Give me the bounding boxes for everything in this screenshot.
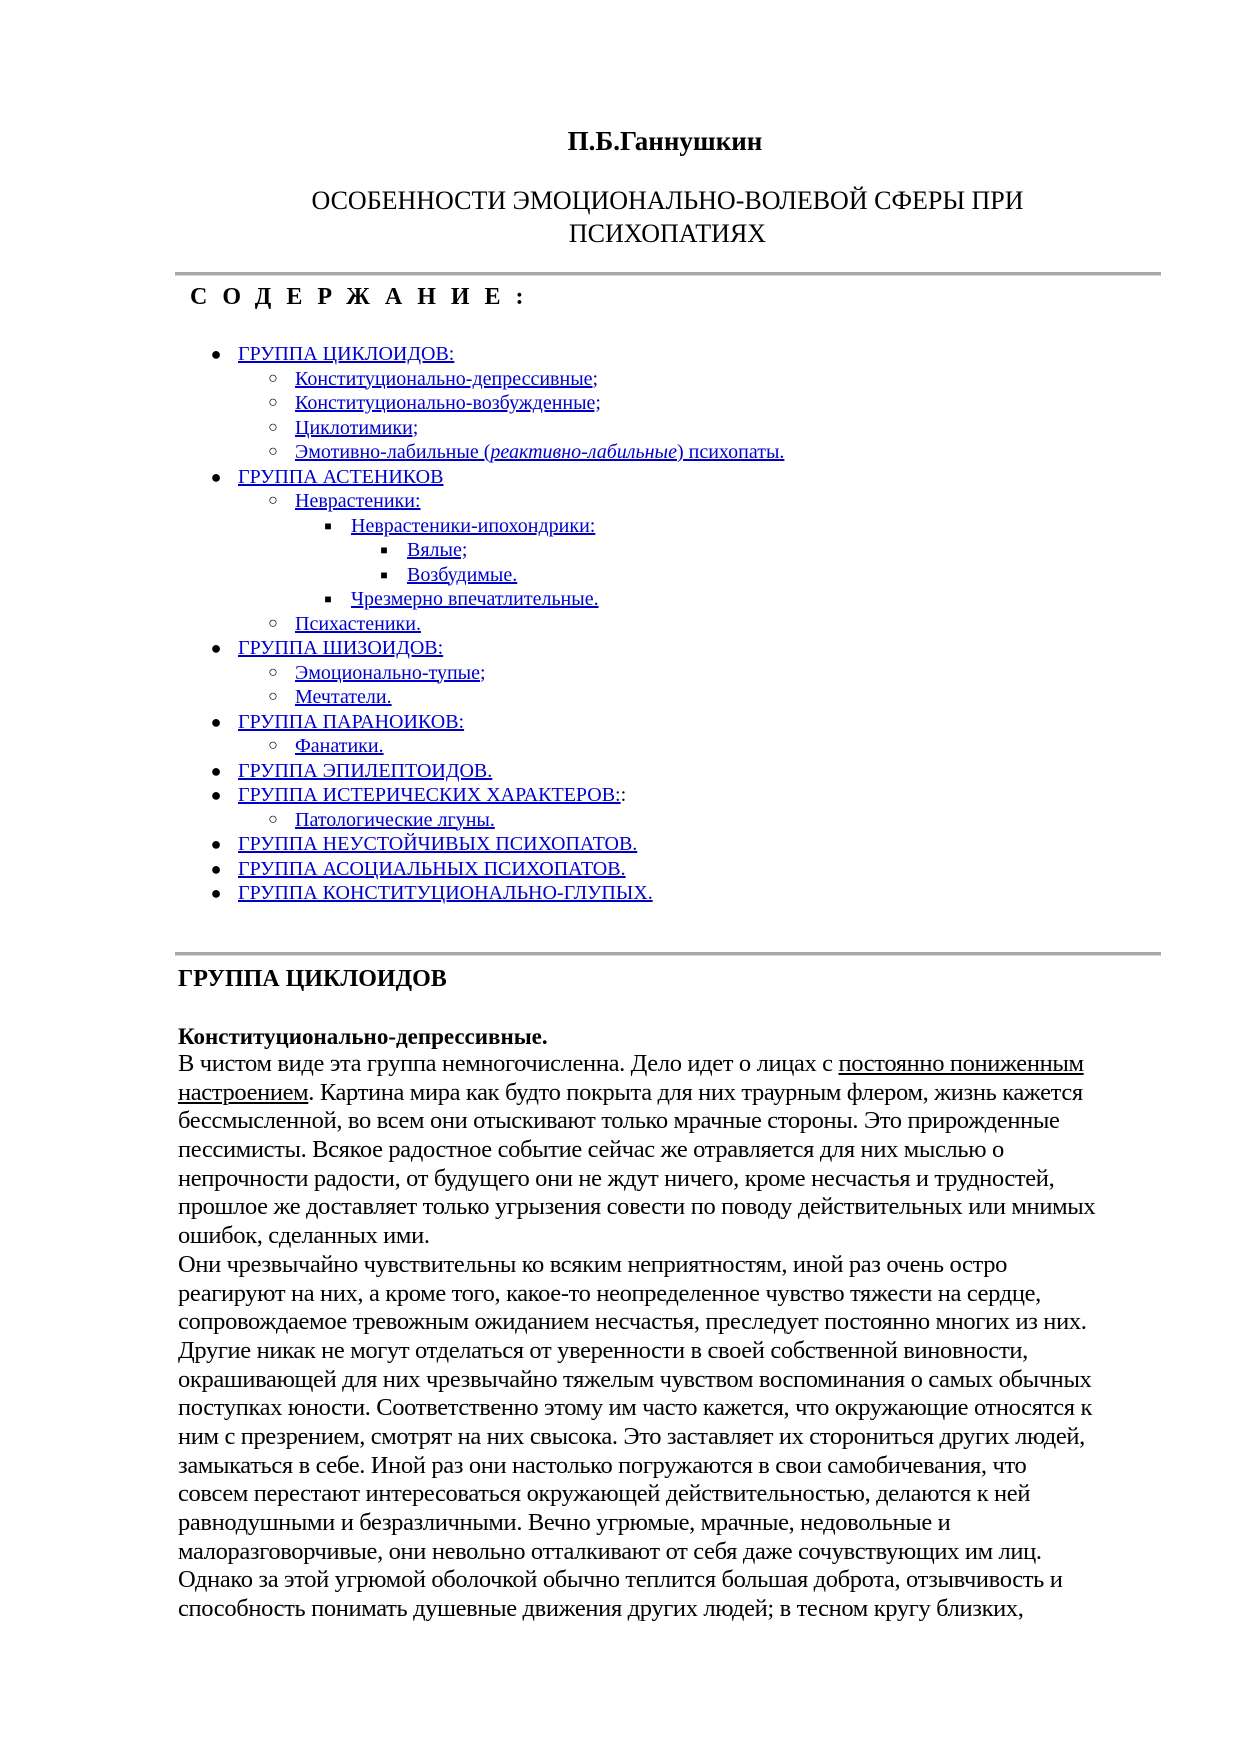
- circle-bullet-icon: ○: [268, 614, 278, 632]
- toc-item: [0, 367, 1240, 392]
- toc-item: [0, 440, 1240, 465]
- circle-bullet-icon: ○: [268, 810, 278, 828]
- toc-item: [0, 661, 1240, 686]
- toc-item-text: [295, 685, 392, 709]
- text-span: бессмысленной, во всем они отыскивают только мрачные стороны. Это прирожденные: [178, 1107, 1060, 1135]
- title-line: ОСОБЕННОСТИ ЭМОЦИОНАЛЬНО-ВОЛЕВОЙ СФЕРЫ ПРИ: [311, 186, 1024, 215]
- text-line: [178, 1595, 1178, 1624]
- disc-bullet-icon: ●: [210, 785, 222, 805]
- text-line: [178, 1050, 1178, 1079]
- toc-item-text: [238, 710, 464, 734]
- text-span: способность понимать душевные движения других людей; в тесном кругу близких,: [178, 1595, 1024, 1623]
- disc-bullet-icon: ●: [210, 858, 222, 879]
- circle-bullet-icon: ○: [268, 688, 278, 705]
- toc-item-text: [295, 661, 486, 685]
- text-line: [178, 1538, 1178, 1567]
- toc-item: [0, 710, 1240, 735]
- toc-item: [0, 685, 1240, 710]
- toc-item: [0, 881, 1240, 906]
- toc-link[interactable]: реактивно-лабильные: [490, 441, 677, 463]
- text-span: Однако за этой угрюмой оболочкой обычно теплится большая доброта, отзывчивость и: [178, 1566, 1063, 1594]
- toc-item: [0, 342, 1240, 367]
- title-line: ПСИХОПАТИЯХ: [568, 219, 767, 248]
- toc-item-text: [295, 808, 495, 832]
- toc-item-text: [351, 514, 595, 538]
- text-line: [178, 1251, 1178, 1280]
- text-span: реагируют на них, а кроме того, какое-то неопределенное чувство тяжести на сердце,: [178, 1279, 1041, 1307]
- text-span: поступках юности. Соответственно этому им часто кажется, что окружающие относятся к: [178, 1394, 1093, 1422]
- toc-item-text: [238, 857, 626, 881]
- text-span: В чистом виде эта группа немногочисленна. Дело идет о лицах с: [178, 1050, 839, 1077]
- disc-bullet-icon: ●: [210, 760, 222, 781]
- circle-bullet-icon: ○: [268, 492, 278, 509]
- square-bullet-icon: ■: [324, 592, 332, 606]
- toc-link[interactable]: Неврастеники-ипохондрики:: [351, 514, 596, 537]
- toc-item: [0, 587, 1240, 612]
- horizontal-rule: [175, 952, 1161, 956]
- disc-bullet-icon: ●: [210, 638, 222, 658]
- text-line: [178, 1394, 1178, 1423]
- text-span: равнодушными и безразличными. Вечно угрюмые, мрачные, недовольные и: [178, 1509, 951, 1536]
- text-span: сопровождаемое тревожным ожиданием несчастья, преследует постоянно многих из них.: [178, 1308, 1087, 1336]
- disc-bullet-icon: ●: [210, 466, 222, 487]
- toc-link[interactable]: Чрезмерно впечатлительные.: [351, 588, 599, 610]
- toc-item-text: [295, 612, 421, 636]
- toc-item-text: [238, 832, 637, 856]
- toc-link[interactable]: Возбудимые.: [407, 563, 518, 586]
- toc-link[interactable]: Патологические лгуны.: [295, 808, 495, 831]
- circle-bullet-icon: ○: [268, 369, 278, 387]
- toc-item-text: [407, 563, 517, 587]
- toc-item-text: [351, 587, 599, 611]
- toc-item: [0, 391, 1240, 416]
- body-text: [178, 1050, 1178, 1624]
- toc-link[interactable]: Эмоционально-тупые;: [295, 661, 486, 684]
- toc-item: [0, 514, 1240, 539]
- text-span: ошибок, сделанных ими.: [178, 1222, 430, 1250]
- toc-item: [0, 783, 1240, 808]
- text-span: малоразговорчивые, они невольно отталкивают от себя даже сочувствующих им лиц.: [178, 1537, 1042, 1565]
- subsection-heading: Конституционально-депрессивные.: [178, 1024, 548, 1049]
- square-bullet-icon: ■: [380, 567, 388, 582]
- toc-item-text: [238, 783, 626, 807]
- text-line: [178, 1136, 1178, 1165]
- table-of-contents: [0, 342, 1240, 906]
- toc-item: [0, 808, 1240, 833]
- toc-link[interactable]: Конституционально-депрессивные;: [295, 367, 599, 390]
- toc-item: [0, 857, 1240, 882]
- toc-link[interactable]: Мечтатели.: [295, 686, 392, 708]
- toc-item-text: [238, 342, 454, 366]
- text-line: [178, 1280, 1178, 1309]
- toc-link[interactable]: ГРУППА АСТЕНИКОВ: [238, 465, 444, 488]
- underlined-text: постоянно пониженным: [838, 1050, 1084, 1077]
- toc-link[interactable]: Конституционально-возбужденные;: [295, 392, 601, 414]
- text-line: [178, 1366, 1178, 1395]
- toc-item: [0, 563, 1240, 588]
- toc-text: :: [620, 784, 627, 806]
- toc-item: [0, 416, 1240, 441]
- toc-item-text: [238, 881, 653, 905]
- toc-link[interactable]: ГРУППА ШИЗОИДОВ:: [238, 637, 444, 659]
- text-line: [178, 1107, 1178, 1136]
- toc-item-text: [295, 440, 784, 464]
- toc-item-text: [407, 538, 467, 562]
- toc-link[interactable]: ГРУППА КОНСТИТУЦИОНАЛЬНО-ГЛУПЫХ.: [238, 882, 653, 904]
- square-bullet-icon: ■: [324, 518, 332, 533]
- toc-link[interactable]: ГРУППА ЦИКЛОИДОВ:: [238, 343, 455, 365]
- text-span: непрочности радости, от будущего они не ждут ничего, кроме несчастья и трудностей,: [178, 1164, 1055, 1192]
- text-line: [178, 1165, 1178, 1194]
- circle-bullet-icon: ○: [268, 418, 278, 436]
- toc-item-text: [238, 465, 443, 489]
- document-title: [175, 184, 1160, 250]
- horizontal-rule: [175, 272, 1161, 276]
- disc-bullet-icon: ●: [210, 883, 222, 903]
- toc-link[interactable]: Психастеники.: [295, 612, 421, 635]
- underlined-text: настроением: [178, 1078, 309, 1106]
- text-line: [178, 1509, 1178, 1538]
- toc-link[interactable]: Циклотимики;: [295, 416, 419, 439]
- section-heading: ГРУППА ЦИКЛОИДОВ: [178, 966, 447, 992]
- text-span: замыкаться в себе. Иной раз они настолько погружаются в свои самобичевания, что: [178, 1451, 1027, 1479]
- text-span: Они чрезвычайно чувствительны ко всяким неприятностям, иной раз очень остро: [178, 1250, 1008, 1278]
- toc-item: [0, 538, 1240, 563]
- circle-bullet-icon: ○: [268, 737, 278, 754]
- text-line: [178, 1566, 1178, 1595]
- text-span: совсем перестают интересоваться окружающей действительностью, делаются к ней: [178, 1480, 1031, 1508]
- toc-link[interactable]: ) психопаты.: [676, 441, 785, 463]
- circle-bullet-icon: ○: [268, 394, 278, 411]
- toc-link[interactable]: Эмотивно-лабильные (: [295, 441, 491, 463]
- text-line: [178, 1222, 1178, 1251]
- toc-item: [0, 759, 1240, 784]
- text-line: [178, 1423, 1178, 1452]
- toc-link[interactable]: ГРУППА ЭПИЛЕПТОИДОВ.: [238, 759, 493, 782]
- toc-item-text: [238, 759, 492, 783]
- text-span: ним с презрением, смотрят на них свысока. Это заставляет их сторониться других людей,: [178, 1422, 1085, 1450]
- square-bullet-icon: ■: [380, 543, 388, 557]
- text-span: окрашивающей для них чрезвычайно тяжелым чувством воспоминания о самых обычных: [178, 1365, 1092, 1393]
- toc-item-text: [295, 367, 598, 391]
- disc-bullet-icon: ●: [210, 344, 222, 364]
- text-line: [178, 1480, 1178, 1509]
- text-span: пессимисты. Всякое радостное событие сейчас же отравляется для них мыслью о: [178, 1136, 1004, 1164]
- text-line: [178, 1452, 1178, 1481]
- text-line: [178, 1308, 1178, 1337]
- toc-item: [0, 612, 1240, 637]
- toc-item: [0, 489, 1240, 514]
- text-line: [178, 1337, 1178, 1366]
- toc-link[interactable]: Вялые;: [407, 539, 468, 561]
- disc-bullet-icon: ●: [210, 711, 222, 732]
- toc-item-text: [295, 416, 418, 440]
- circle-bullet-icon: ○: [268, 443, 278, 460]
- toc-item: [0, 636, 1240, 661]
- toc-link[interactable]: ГРУППА ИСТЕРИЧЕСКИХ ХАРАКТЕРОВ:: [238, 784, 621, 806]
- author-name: П.Б.Ганнушкин: [567, 126, 763, 156]
- toc-item-text: [295, 489, 421, 513]
- disc-bullet-icon: ●: [210, 834, 222, 854]
- toc-link[interactable]: ГРУППА АСОЦИАЛЬНЫХ ПСИХОПАТОВ.: [238, 857, 626, 880]
- toc-item-text: [295, 391, 601, 415]
- toc-item: [0, 832, 1240, 857]
- toc-link[interactable]: Неврастеники:: [295, 490, 421, 512]
- toc-item-text: [295, 734, 384, 758]
- text-line: [178, 1079, 1178, 1108]
- contents-heading: СОДЕРЖАНИЕ:: [190, 284, 539, 310]
- text-span: прошлое же доставляет только угрызения совести по поводу действительных или мнимых: [178, 1193, 1096, 1221]
- circle-bullet-icon: ○: [268, 663, 278, 681]
- toc-item-text: [238, 636, 443, 660]
- toc-link[interactable]: ГРУППА НЕУСТОЙЧИВЫХ ПСИХОПАТОВ.: [238, 833, 638, 855]
- text-span: Другие никак не могут отделаться от уверенности в своей собственной виновности,: [178, 1336, 1028, 1364]
- toc-item: [0, 465, 1240, 490]
- toc-link[interactable]: ГРУППА ПАРАНОИКОВ:: [238, 710, 465, 733]
- text-span: . Картина мира как будто покрыта для них траурным флером, жизнь кажется: [308, 1078, 1083, 1106]
- text-line: [178, 1193, 1178, 1222]
- toc-item: [0, 734, 1240, 759]
- toc-link[interactable]: Фанатики.: [295, 735, 384, 757]
